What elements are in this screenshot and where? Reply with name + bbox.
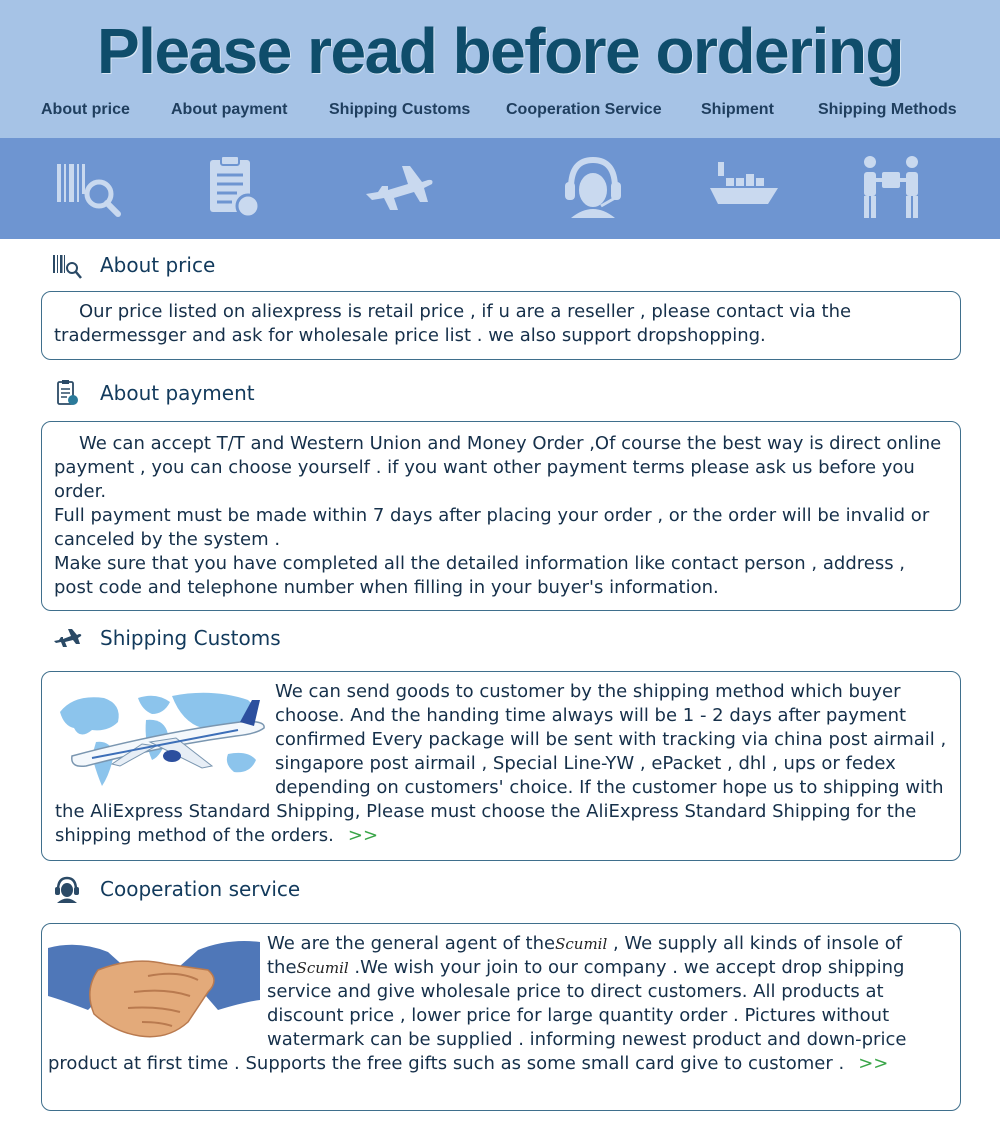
shipping-more-link[interactable]: >>	[347, 825, 379, 846]
payment-box	[41, 421, 961, 611]
cooperation-box	[41, 923, 961, 1111]
nav-about-payment[interactable]: About payment	[171, 101, 288, 118]
nav-shipment[interactable]: Shipment	[701, 101, 774, 118]
cooperation-text-block	[42, 932, 960, 1076]
cooperation-more-link[interactable]: >>	[858, 1053, 889, 1074]
clipboard-icon[interactable]	[204, 152, 268, 222]
section-header-cooperation	[52, 874, 300, 904]
nav-shipping-methods[interactable]: Shipping Methods	[818, 101, 957, 118]
airplane-icon	[52, 623, 82, 653]
price-box	[41, 291, 961, 360]
cooperation-text-1: We are the general agent of the	[267, 933, 556, 954]
section-title-payment: About payment	[100, 381, 255, 405]
headset-agent-icon[interactable]	[557, 152, 629, 222]
airplane-icon[interactable]	[362, 152, 434, 222]
barcode-search-icon[interactable]	[55, 152, 125, 222]
section-header-payment	[52, 378, 255, 408]
section-title-price: About price	[100, 253, 216, 277]
cargo-ship-icon[interactable]	[708, 152, 780, 222]
delivery-people-icon[interactable]	[856, 152, 928, 222]
clipboard-icon	[52, 378, 82, 408]
payment-paragraph-3: Make sure that you have completed all the detailed information like contact person , address , post code and telephone number when filling in your buyer's information.	[54, 553, 906, 598]
brand-logo-script: Scumil	[555, 935, 608, 953]
page-title: Please read before ordering	[96, 15, 904, 87]
shipping-text: We can send goods to customer by the shipping method which buyer choose. And the handing time always will be 1 - 2 days after payment confirmed Every package will be sent with tracking via china post airmail , singapore post airmail , Special Line-YW , ePacket , dhl , ups or fedex depending on customers' choice. If the customer hope us to shipping with the AliExpress Standard Shipping, Please must choose the AliExpress Standard Shipping for the shipping method of the orders.	[55, 681, 947, 846]
section-title-shipping: Shipping Customs	[100, 626, 281, 650]
cooperation-text-3: .We wish your join to our company . we accept drop shipping service and give wholesale price to direct customers. All products at discount price , lower price for large quantity order . Pictures without watermark can be supplied . informing newest product and down-price product at first time . Supports the free gifts such as some small card give to customer .	[48, 957, 907, 1074]
barcode-search-icon	[52, 250, 82, 280]
nav-about-price[interactable]: About price	[41, 101, 130, 118]
image-float-spacer	[55, 680, 275, 800]
shipping-text-block	[42, 680, 955, 848]
nav-cooperation-service[interactable]: Cooperation Service	[506, 101, 662, 118]
section-header-price	[52, 250, 215, 280]
payment-paragraph-1: We can accept T/T and Western Union and Money Order ,Of course the best way is direct online payment , you can choose yourself . if you want other payment terms please ask us before you order.	[54, 433, 942, 502]
shipping-box	[41, 671, 961, 861]
cooperation-text-2: , We supply all kinds of insole of the	[267, 933, 903, 978]
section-title-cooperation: Cooperation service	[100, 877, 301, 901]
section-header-shipping	[52, 623, 281, 653]
icon-band	[0, 138, 1000, 239]
image-float-spacer	[48, 932, 267, 1052]
brand-logo-script: Scumil	[296, 959, 349, 977]
nav-shipping-customs[interactable]: Shipping Customs	[329, 101, 471, 118]
headset-agent-icon	[52, 874, 82, 904]
payment-paragraph-2: Full payment must be made within 7 days after placing your order , or the order will be invalid or canceled by the system .	[54, 505, 930, 550]
price-text: Our price listed on aliexpress is retail price , if u are a reseller , please contact via the tradermessger and ask for wholesale price list . we also support dropshopping.	[54, 301, 852, 346]
